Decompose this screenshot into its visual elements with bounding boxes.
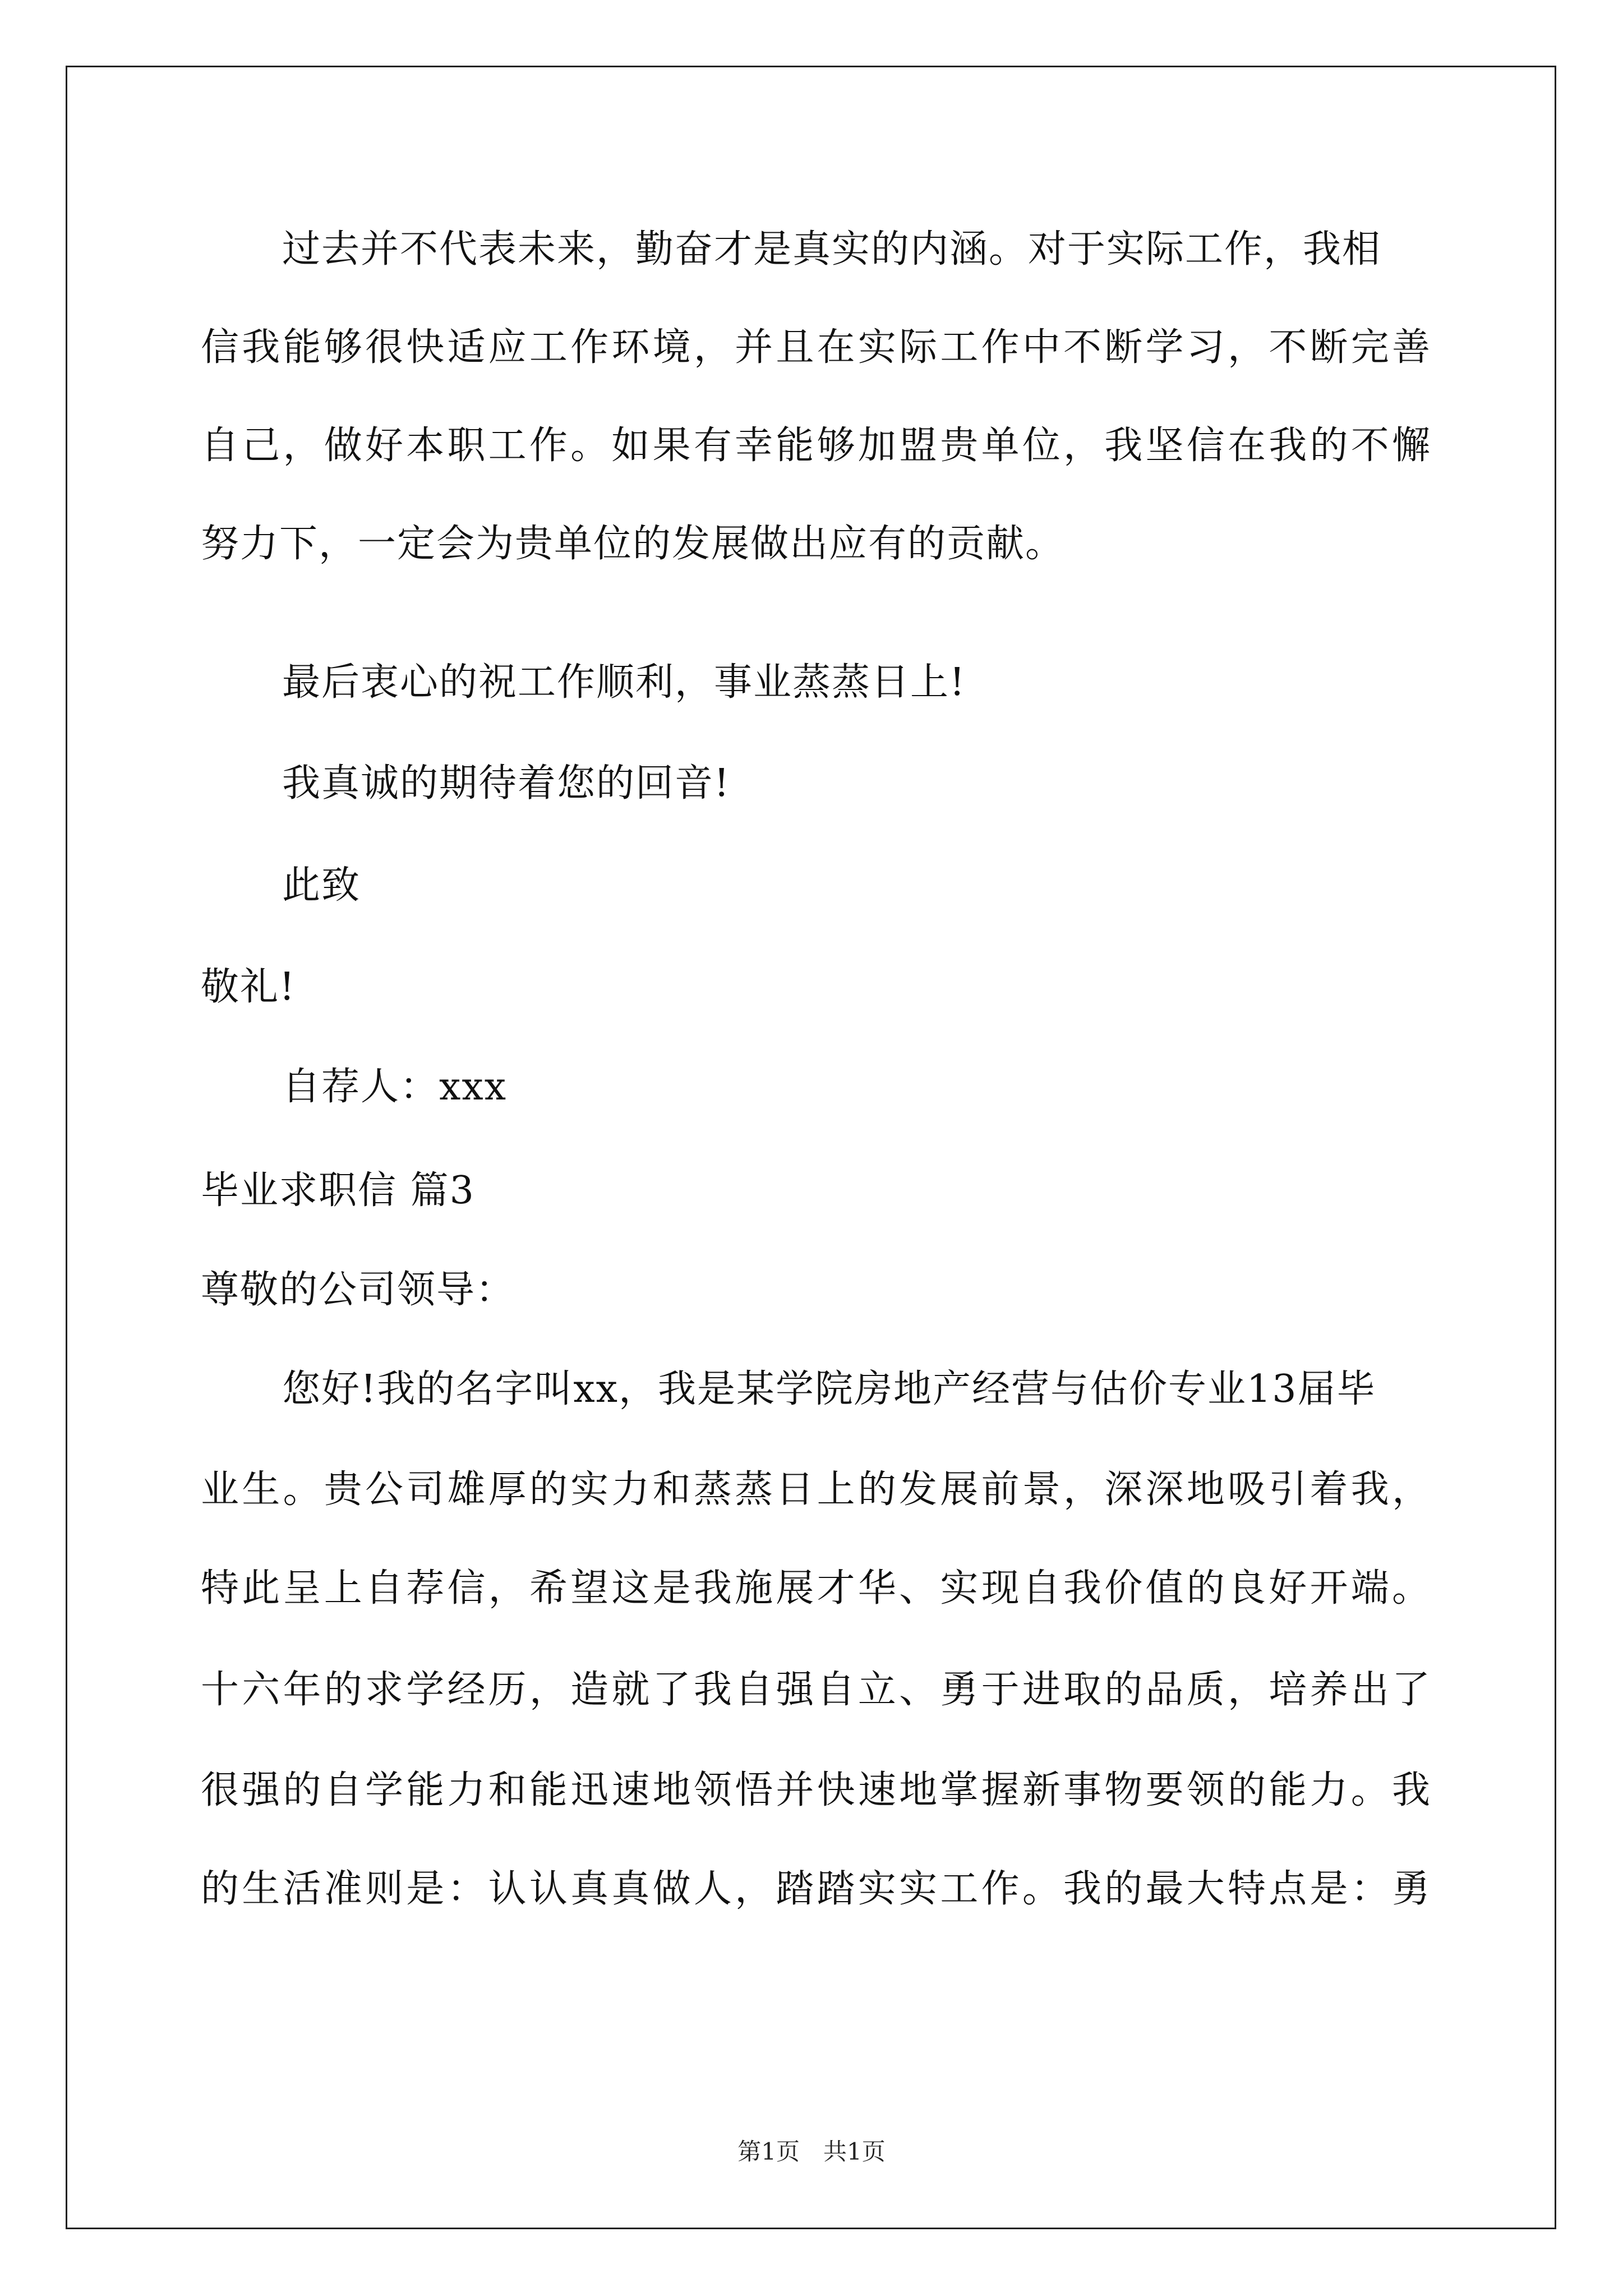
section-heading: 毕业求职信 篇3	[201, 1168, 475, 1213]
body-line-5: 您好!我的名字叫xx，我是某学院房地产经营与估价专业13届毕	[282, 1367, 1376, 1411]
body-line-4: 努力下，一定会为贵单位的发展做出应有的贡献。	[201, 522, 1065, 566]
body-line-6: 业生。贵公司雄厚的实力和蒸蒸日上的发展前景，深深地吸引着我，	[201, 1467, 1431, 1512]
body-line-7: 特此呈上自荐信，希望这是我施展才华、实现自我价值的良好开端。	[201, 1566, 1431, 1611]
body-line-1: 过去并不代表未来，勤奋才是真实的内涵。对于实际工作，我相	[282, 227, 1382, 272]
body-line-10: 的生活准则是：认认真真做人，踏踏实实工作。我的最大特点是：勇	[201, 1867, 1431, 1911]
signature: 自荐人：xxx	[282, 1065, 508, 1109]
body-line-3: 自己，做好本职工作。如果有幸能够加盟贵单位，我坚信在我的不懈	[201, 424, 1431, 468]
closing-wish: 最后衷心的祝工作顺利，事业蒸蒸日上!	[282, 660, 966, 705]
body-line-2: 信我能够很快适应工作环境，并且在实际工作中不断学习，不断完善	[201, 325, 1431, 370]
body-line-9: 很强的自学能力和能迅速地领悟并快速地掌握新事物要领的能力。我	[201, 1768, 1431, 1812]
salutation-jingli: 敬礼!	[201, 965, 296, 1009]
greeting: 尊敬的公司领导：	[201, 1268, 515, 1312]
body-line-8: 十六年的求学经历，造就了我自强自立、勇于进取的品质，培养出了	[201, 1668, 1431, 1712]
salutation-cizhi: 此致	[282, 863, 361, 908]
closing-expectation: 我真诚的期待着您的回音!	[282, 761, 731, 806]
page-footer: 第1页 共1页	[737, 2138, 886, 2165]
